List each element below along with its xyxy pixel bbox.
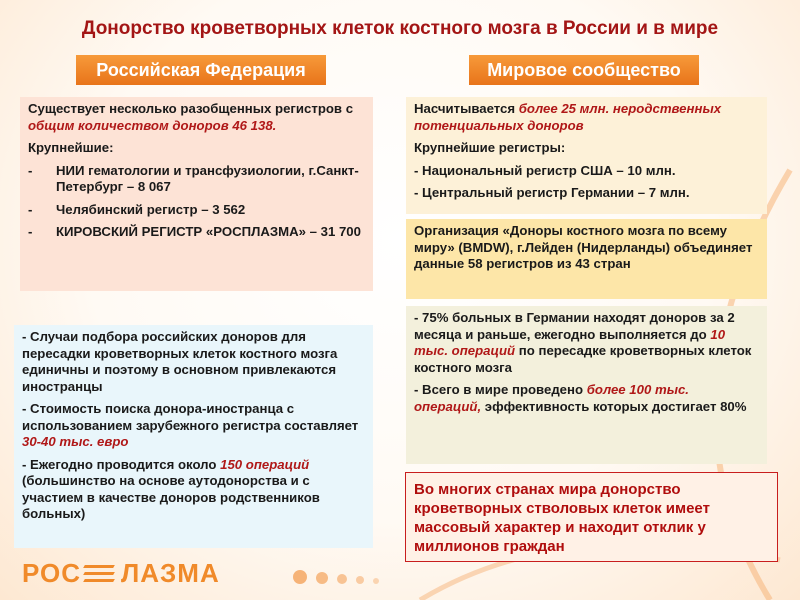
russia-header: Российская Федерация — [76, 55, 326, 85]
russia-largest-label: Крупнейшие: — [28, 140, 114, 155]
list-item: - НИИ гематологии и трансфузиологии, г.Санкт-Петербург – 8 067 — [28, 162, 359, 194]
russia-note-1: - Случаи подбора российских доноров для пересадки кроветворных клеток костного мозга единичны и поэтому в основном привлекаются иностранцы — [22, 329, 338, 394]
world-stat-2: - Всего в мире проведено более 100 тыс. операций, эффективность которых достигает 80% — [414, 382, 747, 414]
list-item: - Национальный регистр США – 10 млн. — [414, 162, 676, 178]
world-header: Мировое сообщество — [469, 55, 699, 85]
list-item: - КИРОВСКИЙ РЕГИСТР «РОСПЛАЗМА» – 31 700 — [28, 224, 361, 239]
russia-registries-box — [20, 97, 373, 291]
russia-note-3: - Ежегодно проводится около 150 операций (большинство на основе аутодонорства и с участием в качестве доноров родственников больных) — [22, 456, 320, 521]
list-item: - Центральный регистр Германии – 7 млн. — [414, 185, 690, 200]
world-intro: Насчитывается более 25 млн. неродственных потенциальных доноров — [414, 101, 722, 133]
logo-mark-icon — [84, 563, 118, 585]
world-conclusion-box: Во многих странах мира донорство кроветворных стволовых клеток имеет массовый характер и находит отклик у миллионов граждан — [405, 472, 778, 562]
russia-notes-box — [14, 325, 373, 548]
russia-note-2: - Стоимость поиска донора-иностранца с использованием зарубежного регистра составляет 30-40 тыс. евро — [22, 401, 359, 449]
world-stats-box — [406, 306, 767, 464]
world-registries-box — [406, 97, 767, 214]
world-largest-label: Крупнейшие регистры: — [414, 140, 566, 155]
list-item: - Челябинский регистр – 3 562 — [28, 201, 246, 217]
russia-intro: Существует несколько разобщенных регистров с общим количеством доноров 46 138. — [28, 101, 354, 133]
world-bmdw-box: Организация «Доноры костного мозга по всему миру» (BMDW), г.Лейден (Нидерланды) объединяет данные 58 регистров из 43 стран — [406, 219, 767, 299]
rosplazma-logo: РОС ЛАЗМА — [22, 558, 220, 588]
world-stat-1: - 75% больных в Германии находят доноров за 2 месяца и раньше, ежегодно выполняется до 10 тыс. операций по пересадке кроветворных клеток костного мозга — [414, 310, 752, 375]
page-title: Донорство кроветворных клеток костного мозга в России и в мире — [81, 18, 719, 39]
